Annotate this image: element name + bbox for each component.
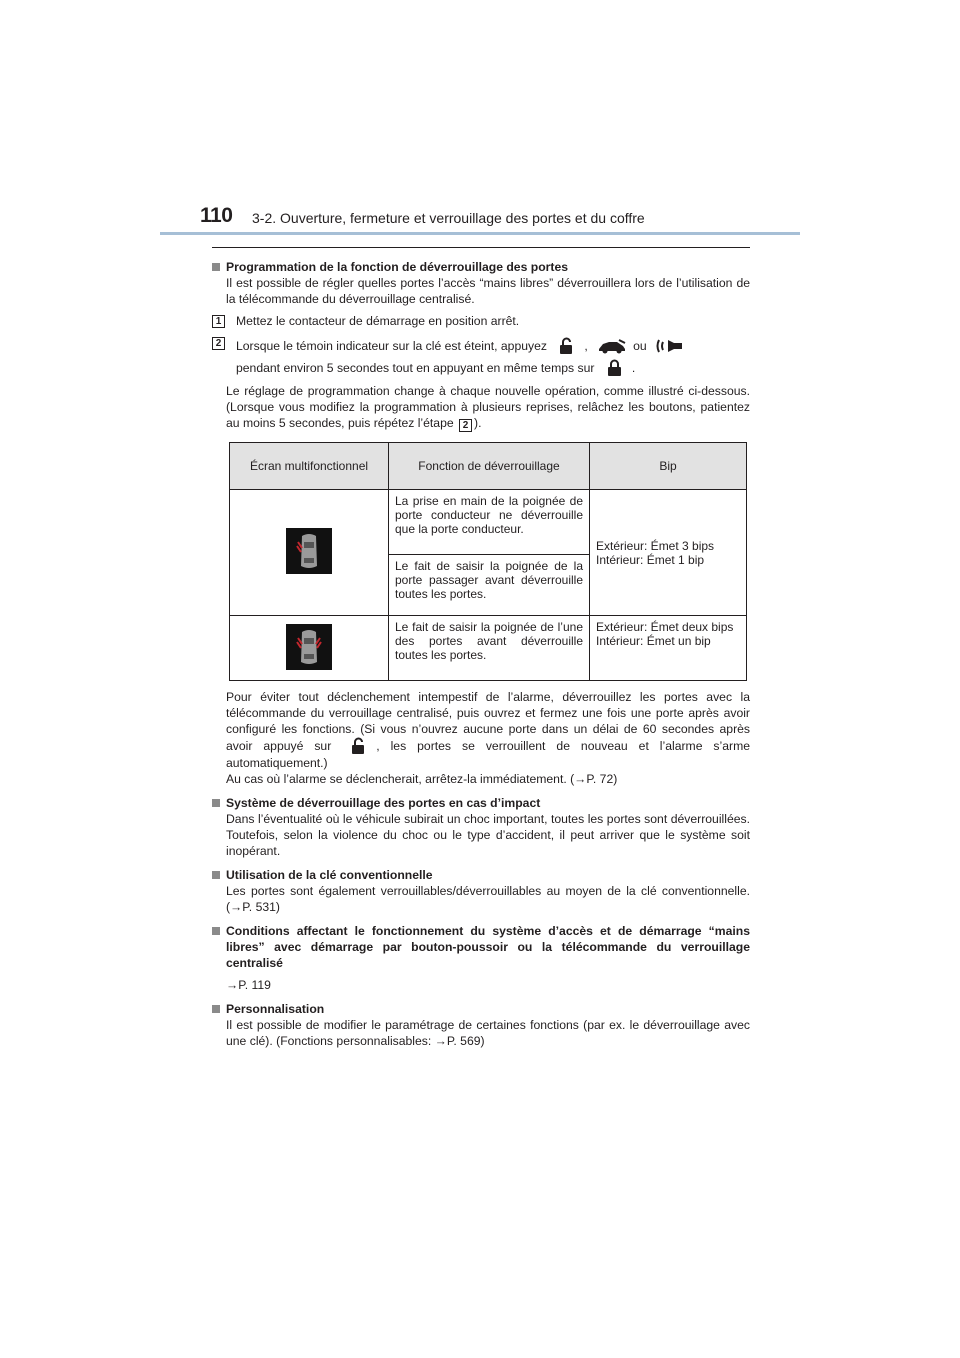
step-number: 2 xyxy=(459,419,472,432)
conditions-text: →P. 119 xyxy=(226,978,271,992)
square-bullet-icon xyxy=(212,263,220,271)
trunk-icon xyxy=(597,337,627,355)
personalisation-section xyxy=(212,1001,750,1049)
panic-icon xyxy=(656,337,686,355)
personalisation-heading: Personnalisation xyxy=(212,1001,750,1017)
conditions-heading: Conditions affectant le fonctionnement du système d’accès et de démarrage “mains libres” avec démarrage par bouton-poussoir ou la télécommande du verrouillage centralisé xyxy=(212,923,750,971)
header-rule xyxy=(160,232,800,235)
lock-icon xyxy=(604,359,626,377)
unlock-icon xyxy=(348,737,370,755)
conventional-key-heading: Utilisation de la clé conventionnelle xyxy=(212,867,750,883)
impact-heading: Système de déverrouillage des portes en cas d’impact xyxy=(212,795,750,811)
programming-change-note: Le réglage de programmation change à chaque nouvelle opération, comme illustré ci-dessous. (Lorsque vous modifiez la programmation à plusieurs reprises, relâchez les boutons, patientez au moins 5 secondes, puis répétez l’étape 2 ). xyxy=(226,384,750,431)
step-number: 1 xyxy=(212,315,225,328)
square-bullet-icon xyxy=(212,799,220,807)
table-header: Fonction de déverrouillage xyxy=(389,443,590,490)
table-row xyxy=(230,490,747,555)
table-cell: La prise en main de la poignée de porte conducteur ne déverrouille que la porte conducteur. xyxy=(389,490,590,555)
conditions-section xyxy=(212,923,750,993)
impact-text: Dans l’éventualité où le véhicule subirait un choc important, toutes les portes sont déverrouillées. Toutefois, selon la violence du choc ou le type d’accident, il peut arriver que le système soit inopérant. xyxy=(226,812,750,858)
table-cell: Extérieur: Émet 3 bips Intérieur: Émet 1 bip xyxy=(590,490,747,616)
section-title: 3-2. Ouverture, fermeture et verrouillage des portes et du coffre xyxy=(252,210,645,226)
table-header: Bip xyxy=(590,443,747,490)
programming-heading: Programmation de la fonction de déverrouillage des portes xyxy=(212,259,750,275)
programming-intro: Il est possible de régler quelles portes l’accès “mains libres” déverrouillera lors de l’utilisation de la télécommande du déverrouillage centralisé. xyxy=(226,276,750,306)
table-cell xyxy=(230,490,389,616)
conventional-key-text: Les portes sont également verrouillables/déverrouillables au moyen de la clé conventionnelle. (→P. 531) xyxy=(226,884,750,914)
table-cell: Le fait de saisir la poignée de l’une des portes avant déverrouille toutes les portes. xyxy=(389,616,590,681)
car-door-display-icon xyxy=(286,624,332,670)
personalisation-text: Il est possible de modifier le paramétrage de certaines fonctions (par ex. le déverrouillage avec une clé). (Fonctions personnalisables: →P. 569) xyxy=(226,1018,750,1048)
step-number: 2 xyxy=(212,337,225,350)
step-2: 2 Lorsque le témoin indicateur sur la clé est éteint, appuyez , ou pendant environ 5 secondes tout en appuyant en même temps sur . xyxy=(212,335,750,379)
table-cell xyxy=(230,616,389,681)
table-header: Écran multifonctionnel xyxy=(230,443,389,490)
square-bullet-icon xyxy=(212,1005,220,1013)
programming-section xyxy=(212,259,750,787)
page-content xyxy=(212,259,750,1049)
square-bullet-icon xyxy=(212,871,220,879)
table-cell: Le fait de saisir la poignée de la porte passager avant déverrouille toutes les portes. xyxy=(389,555,590,616)
impact-section xyxy=(212,795,750,859)
step-text: Mettez le contacteur de démarrage en position arrêt. xyxy=(236,314,520,328)
page-number: 110 xyxy=(200,204,233,227)
square-bullet-icon xyxy=(212,927,220,935)
table-row xyxy=(230,616,747,681)
car-door-display-icon xyxy=(286,528,332,574)
table-header-row xyxy=(230,443,747,490)
divider xyxy=(212,247,750,248)
step-1 xyxy=(212,313,750,329)
table-cell: Extérieur: Émet deux bips Intérieur: Émet un bip xyxy=(590,616,747,681)
programming-table xyxy=(229,442,747,681)
conventional-key-section xyxy=(212,867,750,915)
alarm-note: Pour éviter tout déclenchement intempestif de l’alarme, déverrouillez les portes avec la télécommande du verrouillage centralisé, puis ouvrez et fermez une fois une porte après avoir configuré les fonctions. (Si vous n’ouvrez aucune porte dans un délai de 60 secondes après avoir appuyé sur , les portes se verrouillent de nouveau et l’alarme s’arme automatiquement.) Au cas où l’alarme se déclencherait, arrêtez-la immédiatement. (→P. 72) xyxy=(226,690,751,786)
unlock-icon xyxy=(556,337,578,355)
